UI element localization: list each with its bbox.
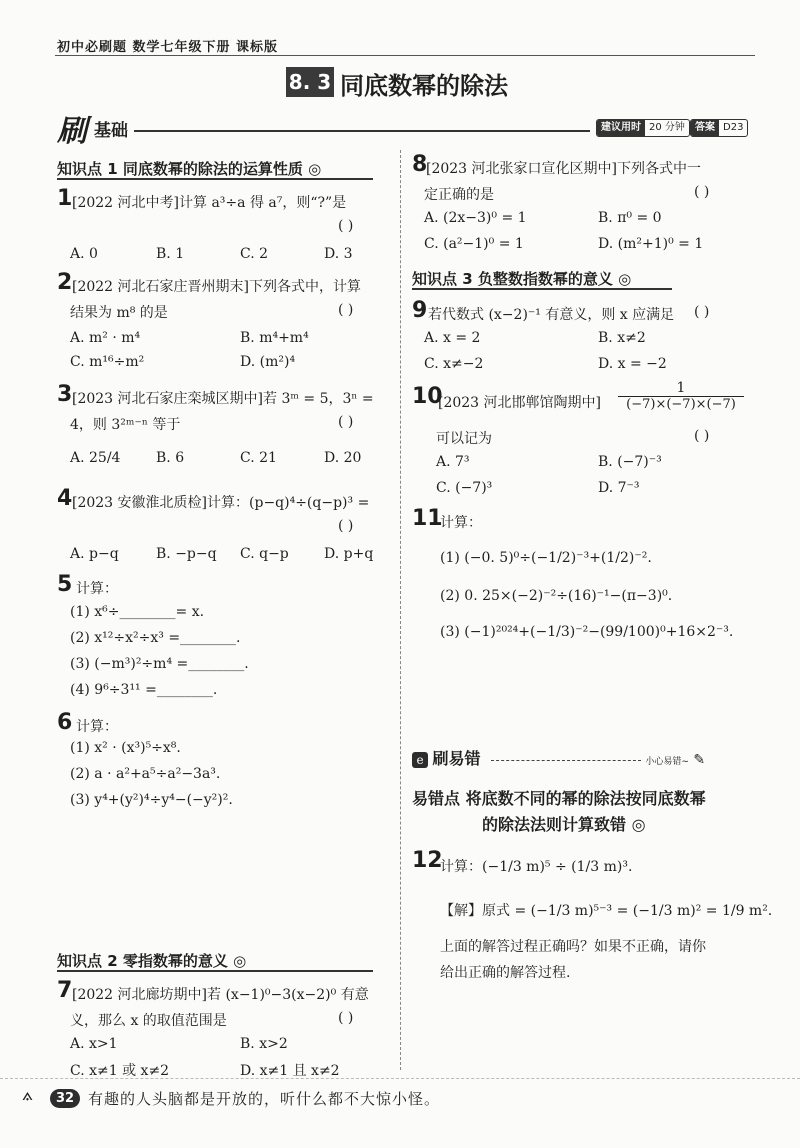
question-11-item: (3) (−1)²⁰²⁴+(−1/3)⁻²−(99/100)⁰+16×2⁻³. <box>440 624 734 640</box>
fraction-numerator: 1 <box>618 380 744 397</box>
question-number: 9 <box>412 298 428 323</box>
option-c: C. 21 <box>240 450 277 466</box>
question-11-item: (1) (−0. 5)⁰÷(−1/2)⁻³+(1/2)⁻². <box>440 550 652 566</box>
question-5-item: (2) x¹²÷x²÷x³ =________. <box>70 630 241 646</box>
question-2-text: [2022 河北石家庄晋州期末]下列各式中，计算 <box>72 279 362 295</box>
question-number: 1 <box>57 186 73 211</box>
answer-page: D23 <box>723 122 744 133</box>
e-icon: e <box>412 752 428 768</box>
answer-blank[interactable]: ( ) <box>338 1010 354 1026</box>
section-title: 同底数幂的除法 <box>340 72 508 100</box>
option-d: D. 3 <box>324 246 353 262</box>
answer-blank[interactable]: ( ) <box>338 414 354 430</box>
option-d: D. 7⁻³ <box>598 480 640 496</box>
knowledge-point-2: 知识点 2 零指数幂的意义 ◎ <box>57 952 247 970</box>
question-4-text: [2023 安徽淮北质检]计算：(p−q)⁴÷(q−p)³ = <box>72 495 370 511</box>
footer-motto: 有趣的人头脑都是开放的，听什么都不大惊小怪。 <box>88 1090 441 1108</box>
page-number: 32 <box>50 1089 80 1108</box>
section-number: 8. 3 <box>286 67 334 97</box>
answer-blank[interactable]: ( ) <box>694 304 710 320</box>
option-c: C. 2 <box>240 246 269 262</box>
target-icon: ◎ <box>308 160 322 178</box>
option-b: B. π⁰ = 0 <box>598 210 662 226</box>
fraction-denominator: (−7)×(−7)×(−7) <box>626 397 736 412</box>
suggested-time-pill <box>596 119 690 137</box>
banner-dashes <box>491 760 641 761</box>
time-label: 建议用时 <box>597 120 645 136</box>
question-number: 4 <box>57 486 73 511</box>
question-8-text: [2023 河北张家口宣化区期中]下列各式中一 <box>426 161 702 177</box>
option-b: B. x≠2 <box>598 330 646 346</box>
option-b: B. 6 <box>156 450 185 466</box>
option-c: C. x≠−2 <box>424 356 484 372</box>
brush-rule <box>134 130 590 132</box>
question-10-source: [2023 河北邯郸馆陶期中] <box>438 395 602 411</box>
answer-blank[interactable]: ( ) <box>694 428 710 444</box>
question-12-text: 计算：(−1/3 m)⁵ ÷ (1/3 m)³. <box>440 859 633 875</box>
option-c: C. m¹⁶÷m² <box>70 354 145 370</box>
question-number: 12 <box>412 848 443 873</box>
compass-icon: ⟑ <box>22 1084 33 1105</box>
question-number: 8 <box>412 152 428 177</box>
question-5-item: (4) 9⁶÷3¹¹ =________. <box>70 682 218 698</box>
question-2-text-cont: 结果为 m⁸ 的是 <box>70 305 168 321</box>
answer-blank[interactable]: ( ) <box>338 518 354 534</box>
question-number: 3 <box>57 382 73 407</box>
option-d: D. (m²+1)⁰ = 1 <box>598 236 704 252</box>
option-a: A. 25/4 <box>70 450 121 466</box>
kp-underline <box>57 178 373 180</box>
option-d: D. (m²)⁴ <box>240 354 296 370</box>
option-a: A. m² · m⁴ <box>70 330 141 346</box>
question-10-fraction <box>618 380 744 412</box>
question-8-text-cont: 定正确的是 <box>424 187 494 203</box>
option-b: B. −p−q <box>156 546 217 562</box>
question-10-text: 可以记为 <box>436 431 492 447</box>
question-9-text: 若代数式 (x−2)⁻¹ 有意义，则 x 应满足 <box>428 307 675 323</box>
question-7-text: [2022 河北廊坊期中]若 (x−1)⁰−3(x−2)⁰ 有意 <box>72 987 369 1003</box>
question-5-item: (1) x⁶÷________= x. <box>70 604 205 620</box>
error-prone-tag: 刷易错 <box>432 749 481 768</box>
answer-blank[interactable]: ( ) <box>338 218 354 234</box>
option-a: A. 0 <box>70 246 98 262</box>
option-a: A. x>1 <box>70 1036 118 1052</box>
question-1-text: [2022 河北中考]计算 a³÷a 得 a⁷，则“?”是 <box>72 195 347 211</box>
error-point-title: 易错点 将底数不同的幂的除法按同底数幂 <box>412 789 706 808</box>
answer-pill <box>690 119 748 137</box>
target-icon: ◎ <box>618 270 632 288</box>
answer-blank[interactable]: ( ) <box>338 302 354 318</box>
question-number: 10 <box>412 384 443 409</box>
book-header: 初中必刷题 数学七年级下册 课标版 <box>57 40 279 55</box>
option-d: D. p+q <box>324 546 374 562</box>
option-c: C. (−7)³ <box>436 480 493 496</box>
question-11-text: 计算： <box>440 515 482 531</box>
brush-sublabel: 基础 <box>94 121 128 141</box>
option-c: C. x≠1 或 x≠2 <box>70 1063 170 1079</box>
question-number: 5 <box>57 572 73 597</box>
column-divider <box>400 150 402 1070</box>
error-prone-note: 小心易错~ <box>645 757 689 767</box>
kp-underline <box>412 288 672 290</box>
question-6-item: (3) y⁴+(y²)⁴÷y⁴−(−y²)². <box>70 792 233 808</box>
question-number: 6 <box>57 710 73 735</box>
question-number: 7 <box>57 978 73 1003</box>
option-c: C. q−p <box>240 546 289 562</box>
option-b: B. m⁴+m⁴ <box>240 330 309 346</box>
error-prone-banner <box>412 746 756 768</box>
cartoon-icon: ✎ <box>693 752 706 768</box>
option-b: B. 1 <box>156 246 185 262</box>
option-c: C. (a²−1)⁰ = 1 <box>424 236 524 252</box>
knowledge-point-3: 知识点 3 负整数指数幂的意义 ◎ <box>412 270 632 288</box>
option-b: B. x>2 <box>240 1036 288 1052</box>
question-5-text: 计算： <box>76 581 118 597</box>
brush-label: 刷 <box>57 114 87 149</box>
kp-underline <box>57 970 373 972</box>
time-value: 20 分钟 <box>649 122 685 133</box>
option-a: A. (2x−3)⁰ = 1 <box>424 210 527 226</box>
question-number: 11 <box>412 506 443 531</box>
option-a: A. x = 2 <box>424 330 481 346</box>
target-icon: ◎ <box>631 815 646 834</box>
question-5-item: (3) (−m³)²÷m⁴ =________. <box>70 656 249 672</box>
question-12-solution: 【解】原式 = (−1/3 m)⁵⁻³ = (−1/3 m)² = 1/9 m². <box>440 903 773 919</box>
question-6-item: (1) x² · (x³)⁵÷x⁸. <box>70 740 181 756</box>
header-rule <box>55 55 755 56</box>
question-6-text: 计算： <box>76 719 118 735</box>
question-number: 2 <box>57 270 73 295</box>
question-3-text: [2023 河北石家庄栾城区期中]若 3ᵐ = 5，3ⁿ = <box>72 391 374 407</box>
error-point-title-cont: 的除法法则计算致错 ◎ <box>482 815 646 834</box>
option-d: D. 20 <box>324 450 362 466</box>
option-d: D. x = −2 <box>598 356 667 372</box>
question-7-text-cont: 义，那么 x 的取值范围是 <box>70 1013 227 1029</box>
question-6-item: (2) a · a²+a⁵÷a²−3a³. <box>70 766 221 782</box>
option-a: A. 7³ <box>436 454 470 470</box>
question-11-item: (2) 0. 25×(−2)⁻²÷(16)⁻¹−(π−3)⁰. <box>440 588 673 604</box>
answer-blank[interactable]: ( ) <box>694 184 710 200</box>
question-12-ask-cont: 给出正确的解答过程. <box>440 965 571 981</box>
target-icon: ◎ <box>233 952 247 970</box>
option-b: B. (−7)⁻³ <box>598 454 662 470</box>
question-3-text-cont: 4，则 3²ᵐ⁻ⁿ 等于 <box>70 417 181 433</box>
option-d: D. x≠1 且 x≠2 <box>240 1063 340 1079</box>
answer-label: 答案 <box>691 120 719 136</box>
option-a: A. p−q <box>70 546 119 562</box>
knowledge-point-1: 知识点 1 同底数幂的除法的运算性质 ◎ <box>57 160 322 178</box>
question-12-ask: 上面的解答过程正确吗？如果不正确，请你 <box>440 939 706 955</box>
